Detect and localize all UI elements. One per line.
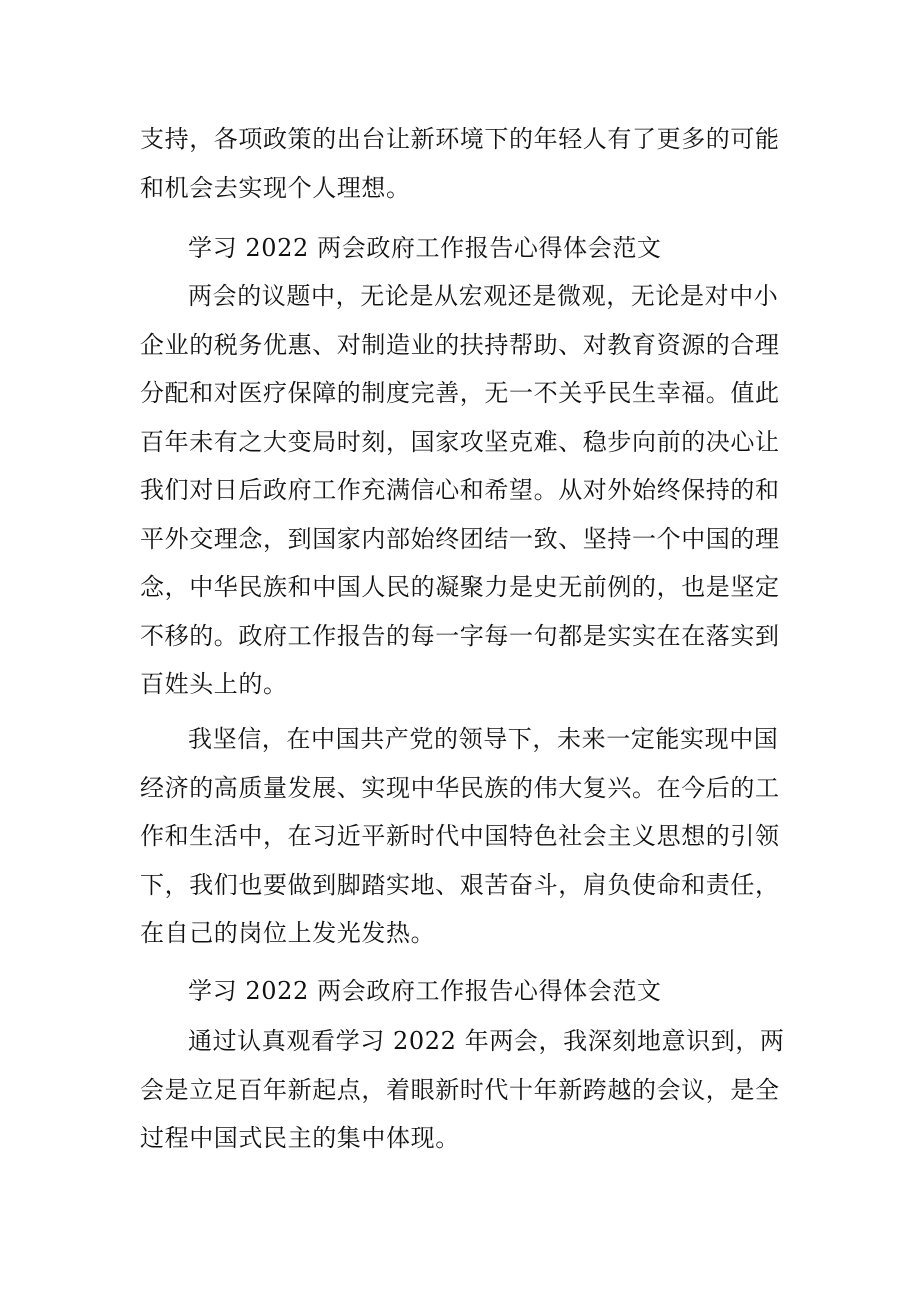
text-line: 支持，各项政策的出台让新环境下的年轻人有了更多的可能 — [140, 125, 780, 153]
text-line: 两会的议题中，无论是从宏观还是微观，无论是对中小 — [188, 282, 779, 310]
paragraph-continuation — [140, 115, 800, 212]
paragraph — [140, 1017, 800, 1163]
text-line: 通过认真观看学习 2022 年两会，我深刻地意识到，两 — [188, 1027, 785, 1055]
text-line: 不移的。政府工作报告的每一字每一句都是实实在在落实到 — [140, 621, 780, 650]
paragraph — [140, 272, 800, 709]
text-line: 我坚信，在中国共产党的领导下，未来一定能实现中国 — [188, 725, 779, 753]
text-line: 会是立足百年新起点，着眼新时代十年新跨越的会议，是全 — [140, 1075, 780, 1104]
section-heading — [140, 224, 800, 273]
text-line: 平外交理念，到国家内部始终团结一致、坚持一个中国的理 — [140, 524, 780, 553]
text-line: 分配和对医疗保障的制度完善，无一不关乎民生幸福。值此 — [140, 379, 780, 407]
text-line: 百年未有之大变局时刻，国家攻坚克难、稳步向前的决心让 — [140, 427, 780, 456]
paragraph — [140, 715, 800, 958]
text-line: 和机会去实现个人理想。 — [140, 173, 411, 202]
text-line: 在自己的岗位上发光发热。 — [140, 919, 436, 947]
text-line: 下，我们也要做到脚踏实地、艰苦奋斗，肩负使命和责任， — [140, 870, 780, 899]
section-heading — [140, 967, 800, 1016]
text-line: 经济的高质量发展、实现中华民族的伟大复兴。在今后的工 — [140, 773, 780, 802]
heading-text: 学习 2022 两会政府工作报告心得体会范文 — [188, 977, 662, 1005]
text-line: 百姓头上的。 — [140, 670, 288, 698]
heading-text: 学习 2022 两会政府工作报告心得体会范文 — [188, 234, 662, 262]
text-line: 企业的税务优惠、对制造业的扶持帮助、对教育资源的合理 — [140, 330, 780, 359]
text-line: 我们对日后政府工作充满信心和希望。从对外始终保持的和 — [140, 476, 780, 504]
text-line: 过程中国式民主的集中体现。 — [140, 1124, 460, 1152]
text-line: 作和生活中，在习近平新时代中国特色社会主义思想的引领 — [140, 822, 780, 850]
text-line: 念，中华民族和中国人民的凝聚力是史无前例的，也是坚定 — [140, 573, 780, 601]
